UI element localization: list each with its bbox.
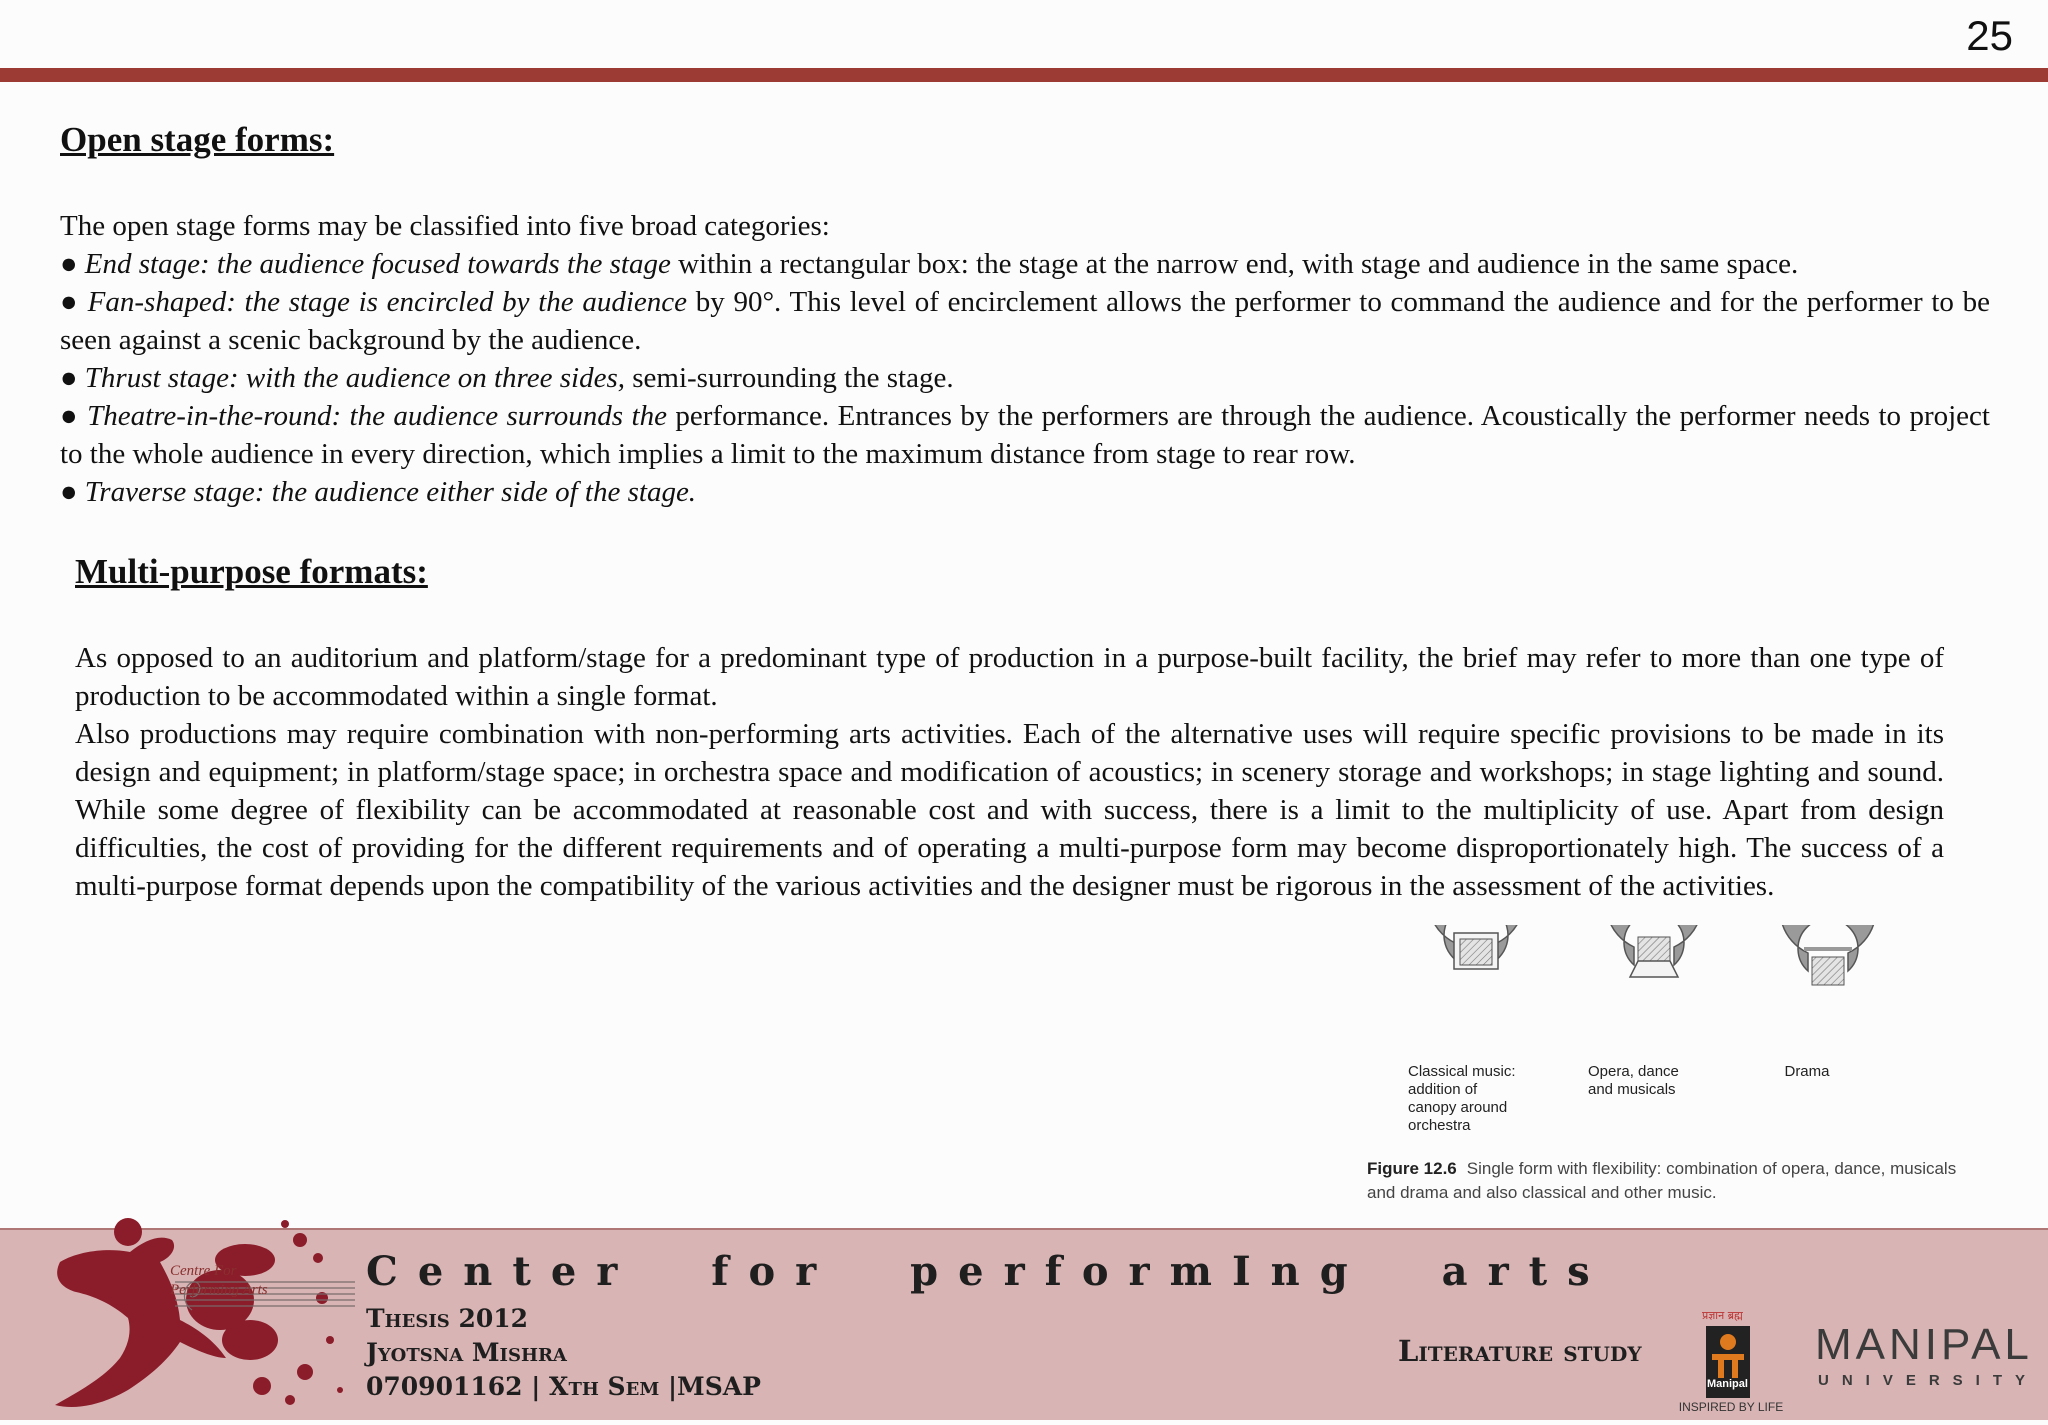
classical-music-label: Classical music: addition of canopy around orchestra <box>1408 1063 1516 1134</box>
bullet-icon: ● <box>60 362 78 394</box>
page-number: 25 <box>1966 12 2013 59</box>
student-id-semester: 070901162 | Xth Sem |MSAP <box>366 1372 761 1401</box>
bullet-fan-shaped <box>60 283 1990 359</box>
bullet-description: semi-surrounding the stage. <box>624 362 954 394</box>
manipal-tagline: INSPIRED BY LIFE <box>1678 1400 1784 1414</box>
bullet-description: within a rectangular box: the stage at the narrow end, with stage and audience in the same space. <box>670 248 1799 280</box>
multi-purpose-paragraph-2: Also productions may require combination with non-performing arts activities. Each of the alternative uses will require specific provisions to be made in its design and equipment; in platform/stage space; in orchestra space and modification of acoustics; in scenery storage and workshops; in stage lighting and sound. While some degree of flexibility can be accommodated at reasonable cost and with success, there is a limit to the multiplicity of use. Apart from design difficulties, the cost of providing for the different requirements and of operating a multi-purpose form may become disproportionately high. The success of a multi-purpose format depends upon the compatibility of the various activities and the designer must be rigorous in the assessment of the activities. <box>75 718 1944 902</box>
section-label: Literature study <box>1398 1334 1642 1368</box>
bullet-term: End stage: the audience focused towards the stage <box>84 248 671 280</box>
bullet-term: Theatre-in-the-round: the audience surrounds the <box>87 400 667 432</box>
cpa-logo-text: Centre For Performing Arts <box>170 1263 268 1298</box>
thesis-year: Thesis 2012 <box>366 1304 529 1333</box>
figure-12-6 <box>1360 925 1980 1215</box>
dancer-splash-icon <box>0 1200 360 1420</box>
university-wordmark: UNIVERSITY <box>1818 1372 2039 1389</box>
stage-form-diagrams <box>1360 925 1980 1065</box>
bullet-icon: ● <box>60 248 78 280</box>
bullet-term: Traverse stage: the audience either side of the stage. <box>84 476 697 508</box>
bullet-term: Thrust stage: with the audience on three sides, <box>84 362 625 394</box>
classical-music-diagram <box>1428 925 1524 969</box>
footer-title: Center for performIng arts <box>366 1248 1610 1295</box>
bullet-thrust-stage <box>60 359 1990 397</box>
opera-dance-diagram <box>1606 925 1702 977</box>
opera-dance-label: Opera, dance and musicals <box>1588 1063 1679 1098</box>
multi-purpose-heading: Multi-purpose formats: <box>75 552 428 591</box>
manipal-motto: प्रज्ञान ब्रह्म <box>1702 1309 1743 1322</box>
manipal-emblem-label: Manipal <box>1707 1378 1748 1390</box>
header-band <box>0 68 2048 82</box>
drama-label: Drama <box>1784 1063 1830 1080</box>
open-stage-text <box>60 207 1990 511</box>
cpa-logo <box>0 1200 360 1420</box>
bullet-description: performance. Entrances by the performers are through the audience. Acoustically the performer needs to project to the whole audience in every direction, which implies a limit to the maximum distance from stage to rear row. <box>60 400 1990 470</box>
bullet-description: by 90°. This level of encirclement allows the performer to command the audience and for the performer to be seen against a scenic background by the audience. <box>60 286 1990 356</box>
multi-purpose-paragraph-1: As opposed to an auditorium and platform/stage for a predominant type of production in a purpose-built facility, the brief may refer to more than one type of production to be accommodated within a single format. <box>75 642 1944 712</box>
figure-number: Figure 12.6 <box>1367 1159 1457 1178</box>
drama-diagram <box>1780 925 1876 985</box>
footer-band <box>0 1228 2048 1420</box>
manipal-wordmark: MANIPAL <box>1815 1320 2033 1369</box>
bullet-term: Fan-shaped: the stage is encircled by the audience <box>87 286 688 318</box>
multi-purpose-text <box>75 639 1944 905</box>
bullet-end-stage <box>60 245 1990 283</box>
bullet-theatre-in-the-round <box>60 397 1990 473</box>
bullet-icon: ● <box>60 476 78 508</box>
author-name: Jyotsna Mishra <box>366 1338 567 1367</box>
bullet-icon: ● <box>60 286 79 318</box>
figure-caption-text: Single form with flexibility: combination of opera, dance, musicals and drama and also classical and other music. <box>1367 1159 1957 1202</box>
open-stage-intro: The open stage forms may be classified into five broad categories: <box>60 210 830 242</box>
figure-caption <box>1367 1157 1967 1205</box>
open-stage-heading: Open stage forms: <box>60 120 335 159</box>
bullet-icon: ● <box>60 400 79 432</box>
bullet-traverse-stage <box>60 473 1990 511</box>
